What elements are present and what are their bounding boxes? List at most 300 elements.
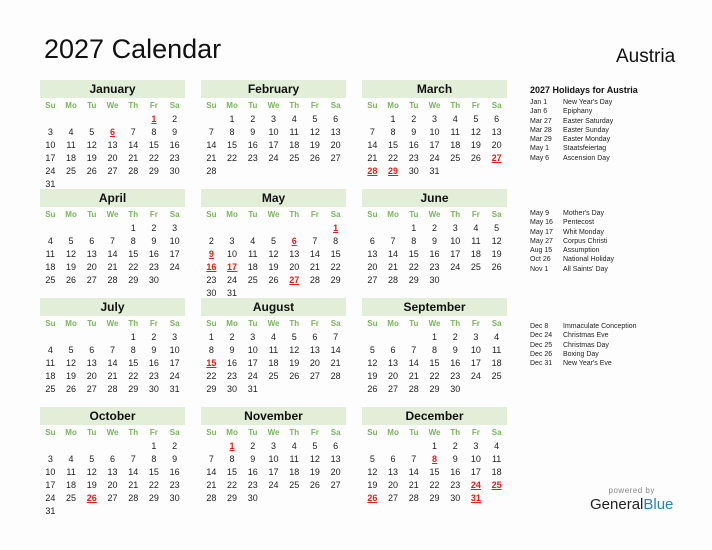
holiday-item bbox=[530, 331, 637, 340]
holiday-item bbox=[530, 265, 614, 274]
weekday-label: Su bbox=[367, 319, 378, 328]
holiday-name: Assumption bbox=[563, 247, 600, 255]
day-cell: 19 bbox=[86, 153, 97, 163]
month-february bbox=[201, 80, 346, 178]
day-cell: 25 bbox=[470, 262, 481, 272]
day-cell: 16 bbox=[148, 249, 159, 259]
day-cell: 28 bbox=[206, 493, 217, 503]
day-cell: 22 bbox=[408, 262, 419, 272]
day-cell: 28 bbox=[107, 275, 118, 285]
day-cell: 18 bbox=[45, 262, 56, 272]
holiday-item bbox=[530, 126, 613, 135]
weekday-label: Sa bbox=[491, 101, 502, 110]
day-cell: 7 bbox=[333, 332, 339, 342]
day-cell: 3 bbox=[431, 114, 437, 124]
day-cell: 18 bbox=[289, 140, 300, 150]
day-cell: 22 bbox=[227, 480, 238, 490]
weekday-label: Su bbox=[206, 319, 217, 328]
weekday-label: Fr bbox=[471, 101, 480, 110]
holiday-day-cell: 15 bbox=[206, 358, 217, 368]
day-cell: 16 bbox=[450, 358, 461, 368]
day-cell: 5 bbox=[312, 114, 318, 124]
day-cell: 7 bbox=[369, 127, 375, 137]
empty-cell bbox=[123, 113, 144, 126]
weekday-label: We bbox=[428, 319, 441, 328]
day-cell: 10 bbox=[268, 454, 279, 464]
day-cell: 24 bbox=[268, 480, 279, 490]
weekday-label: We bbox=[106, 428, 119, 437]
month-title: February bbox=[201, 80, 346, 98]
day-grid bbox=[40, 113, 185, 191]
day-cell: 19 bbox=[309, 140, 320, 150]
day-cell: 22 bbox=[388, 153, 399, 163]
day-cell: 4 bbox=[47, 236, 53, 246]
day-cell: 5 bbox=[494, 223, 500, 233]
day-cell: 26 bbox=[66, 275, 77, 285]
day-cell: 23 bbox=[169, 153, 180, 163]
day-grid bbox=[362, 331, 507, 396]
holiday-name: Easter Sunday bbox=[563, 126, 609, 134]
weekday-label: We bbox=[267, 101, 280, 110]
day-cell: 2 bbox=[172, 114, 178, 124]
day-cell: 23 bbox=[169, 480, 180, 490]
day-cell: 5 bbox=[369, 345, 375, 355]
month-title: November bbox=[201, 407, 346, 425]
day-cell: 11 bbox=[471, 236, 481, 246]
weekday-label: Tu bbox=[248, 210, 258, 219]
holiday-date: Nov 1 bbox=[530, 265, 549, 273]
holiday-date: Mar 28 bbox=[530, 126, 552, 134]
day-cell: 22 bbox=[429, 480, 440, 490]
brand-name: GeneralBlue bbox=[590, 496, 674, 513]
holiday-name: Ascension Day bbox=[563, 154, 610, 162]
weekday-label: We bbox=[106, 101, 119, 110]
weekday-label: Tu bbox=[87, 428, 97, 437]
empty-cell bbox=[81, 113, 102, 126]
day-cell: 21 bbox=[388, 262, 399, 272]
day-cell: 27 bbox=[86, 275, 97, 285]
day-cell: 13 bbox=[86, 358, 97, 368]
weekday-label: Sa bbox=[330, 428, 341, 437]
day-cell: 27 bbox=[330, 480, 341, 490]
day-cell: 28 bbox=[330, 371, 341, 381]
day-cell: 15 bbox=[330, 249, 341, 259]
weekday-label: We bbox=[106, 319, 119, 328]
day-cell: 27 bbox=[86, 384, 97, 394]
day-cell: 12 bbox=[367, 358, 378, 368]
day-cell: 28 bbox=[408, 493, 419, 503]
holiday-date: May 1 bbox=[530, 145, 550, 153]
day-cell: 11 bbox=[450, 127, 460, 137]
day-cell: 15 bbox=[128, 249, 139, 259]
day-cell: 25 bbox=[66, 493, 77, 503]
day-cell: 12 bbox=[491, 236, 502, 246]
month-october bbox=[40, 407, 185, 518]
day-cell: 12 bbox=[367, 467, 378, 477]
holiday-item bbox=[530, 107, 613, 116]
weekday-label: Th bbox=[289, 428, 300, 437]
day-cell: 30 bbox=[429, 275, 440, 285]
generalblue-logo[interactable] bbox=[590, 486, 673, 513]
day-cell: 1 bbox=[229, 114, 235, 124]
day-cell: 2 bbox=[452, 441, 458, 451]
day-cell: 28 bbox=[206, 166, 217, 176]
day-cell: 20 bbox=[367, 262, 378, 272]
holiday-day-cell: 6 bbox=[109, 127, 115, 137]
weekday-label: We bbox=[267, 428, 280, 437]
day-cell: 22 bbox=[128, 371, 139, 381]
month-may bbox=[201, 189, 346, 300]
holiday-day-cell: 1 bbox=[151, 114, 157, 124]
holiday-list-group-3 bbox=[530, 322, 637, 368]
weekday-label: Mo bbox=[387, 428, 399, 437]
day-grid bbox=[362, 113, 507, 178]
day-cell: 21 bbox=[408, 371, 419, 381]
day-cell: 26 bbox=[86, 166, 97, 176]
holiday-name: Whit Monday bbox=[563, 228, 604, 236]
day-cell: 18 bbox=[289, 467, 300, 477]
weekday-label: Mo bbox=[387, 101, 399, 110]
day-cell: 3 bbox=[473, 441, 479, 451]
day-cell: 3 bbox=[47, 454, 53, 464]
day-cell: 25 bbox=[289, 480, 300, 490]
day-cell: 14 bbox=[367, 140, 378, 150]
day-cell: 29 bbox=[408, 275, 419, 285]
day-cell: 17 bbox=[268, 140, 279, 150]
day-cell: 21 bbox=[408, 480, 419, 490]
day-cell: 15 bbox=[148, 140, 159, 150]
day-cell: 19 bbox=[367, 371, 378, 381]
day-cell: 18 bbox=[247, 262, 258, 272]
day-cell: 9 bbox=[229, 345, 235, 355]
day-cell: 7 bbox=[109, 345, 115, 355]
day-cell: 3 bbox=[270, 114, 276, 124]
day-cell: 21 bbox=[206, 480, 217, 490]
weekday-label: Mo bbox=[226, 319, 238, 328]
day-cell: 6 bbox=[494, 114, 500, 124]
day-cell: 14 bbox=[128, 140, 139, 150]
holiday-item bbox=[530, 350, 637, 359]
holiday-date: Dec 31 bbox=[530, 360, 553, 368]
weekday-label: Sa bbox=[491, 428, 502, 437]
empty-cell bbox=[61, 440, 82, 453]
day-cell: 17 bbox=[247, 358, 258, 368]
weekday-label: Tu bbox=[248, 319, 258, 328]
day-cell: 1 bbox=[208, 332, 214, 342]
holiday-date: May 6 bbox=[530, 154, 550, 162]
day-cell: 11 bbox=[248, 249, 258, 259]
month-september bbox=[362, 298, 507, 396]
day-cell: 27 bbox=[309, 371, 320, 381]
day-cell: 8 bbox=[151, 127, 157, 137]
holiday-item bbox=[530, 117, 613, 126]
weekday-label: Fr bbox=[310, 428, 319, 437]
day-grid bbox=[201, 113, 346, 178]
month-november bbox=[201, 407, 346, 505]
day-cell: 26 bbox=[491, 262, 502, 272]
day-cell: 8 bbox=[333, 236, 339, 246]
day-cell: 18 bbox=[450, 140, 461, 150]
empty-cell bbox=[102, 222, 123, 235]
weekday-label: We bbox=[106, 210, 119, 219]
day-cell: 1 bbox=[431, 332, 437, 342]
empty-cell bbox=[362, 222, 383, 235]
weekday-label: Tu bbox=[409, 210, 419, 219]
day-cell: 16 bbox=[429, 249, 440, 259]
day-cell: 2 bbox=[411, 114, 417, 124]
day-cell: 23 bbox=[247, 480, 258, 490]
holiday-day-cell: 28 bbox=[367, 166, 378, 176]
day-cell: 9 bbox=[431, 236, 437, 246]
weekday-label: Mo bbox=[226, 101, 238, 110]
day-cell: 30 bbox=[148, 275, 159, 285]
holiday-day-cell: 24 bbox=[470, 480, 481, 490]
day-cell: 19 bbox=[289, 358, 300, 368]
empty-cell bbox=[263, 222, 284, 235]
empty-cell bbox=[81, 440, 102, 453]
month-august bbox=[201, 298, 346, 396]
day-grid bbox=[201, 440, 346, 505]
month-december bbox=[362, 407, 507, 505]
day-cell: 23 bbox=[148, 371, 159, 381]
day-cell: 30 bbox=[227, 384, 238, 394]
weekday-label: Fr bbox=[149, 210, 158, 219]
day-cell: 15 bbox=[227, 467, 238, 477]
day-cell: 29 bbox=[206, 384, 217, 394]
weekday-label: Su bbox=[367, 210, 378, 219]
holiday-day-cell: 1 bbox=[229, 441, 235, 451]
day-cell: 29 bbox=[330, 275, 341, 285]
day-cell: 30 bbox=[408, 166, 419, 176]
day-cell: 28 bbox=[107, 384, 118, 394]
weekday-label: Th bbox=[128, 101, 139, 110]
holiday-day-cell: 1 bbox=[333, 223, 339, 233]
day-cell: 29 bbox=[128, 384, 139, 394]
day-cell: 11 bbox=[491, 454, 502, 464]
day-cell: 14 bbox=[330, 345, 341, 355]
day-cell: 30 bbox=[450, 384, 461, 394]
day-cell: 22 bbox=[206, 371, 217, 381]
day-cell: 24 bbox=[247, 371, 258, 381]
weekday-label: We bbox=[428, 428, 441, 437]
holiday-name: All Saints' Day bbox=[563, 265, 608, 273]
month-title: May bbox=[201, 189, 346, 207]
day-grid bbox=[201, 222, 346, 300]
weekday-label: Su bbox=[45, 428, 56, 437]
weekday-label: Tu bbox=[87, 210, 97, 219]
day-cell: 10 bbox=[169, 236, 180, 246]
day-cell: 6 bbox=[369, 236, 375, 246]
weekday-header bbox=[201, 425, 346, 440]
day-cell: 12 bbox=[309, 127, 320, 137]
day-cell: 13 bbox=[289, 249, 300, 259]
day-cell: 20 bbox=[289, 262, 300, 272]
empty-cell bbox=[201, 113, 222, 126]
weekday-label: Su bbox=[206, 101, 217, 110]
day-cell: 21 bbox=[128, 480, 139, 490]
day-cell: 13 bbox=[86, 249, 97, 259]
holiday-name: Easter Monday bbox=[563, 136, 611, 144]
day-grid bbox=[201, 331, 346, 396]
country-label: Austria bbox=[616, 46, 676, 67]
day-cell: 31 bbox=[227, 288, 238, 298]
day-cell: 26 bbox=[66, 384, 77, 394]
day-cell: 18 bbox=[45, 371, 56, 381]
day-cell: 15 bbox=[429, 467, 440, 477]
empty-cell bbox=[403, 331, 424, 344]
day-cell: 27 bbox=[367, 275, 378, 285]
day-cell: 5 bbox=[312, 441, 318, 451]
day-cell: 4 bbox=[250, 236, 256, 246]
day-cell: 19 bbox=[268, 262, 279, 272]
day-cell: 1 bbox=[130, 223, 136, 233]
day-cell: 5 bbox=[89, 454, 95, 464]
weekday-header bbox=[40, 425, 185, 440]
day-cell: 14 bbox=[206, 140, 217, 150]
weekday-label: Tu bbox=[409, 101, 419, 110]
day-cell: 5 bbox=[369, 454, 375, 464]
day-cell: 10 bbox=[247, 345, 258, 355]
weekday-label: Su bbox=[206, 428, 217, 437]
day-cell: 6 bbox=[89, 345, 95, 355]
day-cell: 12 bbox=[268, 249, 279, 259]
day-cell: 1 bbox=[130, 332, 136, 342]
month-title: July bbox=[40, 298, 185, 316]
holiday-date: Dec 26 bbox=[530, 350, 553, 358]
day-cell: 2 bbox=[151, 332, 157, 342]
holiday-date: Jan 6 bbox=[530, 108, 548, 116]
holiday-date: May 16 bbox=[530, 219, 553, 227]
day-cell: 12 bbox=[86, 140, 97, 150]
day-cell: 16 bbox=[247, 140, 258, 150]
day-cell: 23 bbox=[450, 480, 461, 490]
day-cell: 21 bbox=[206, 153, 217, 163]
day-cell: 3 bbox=[47, 127, 53, 137]
day-cell: 15 bbox=[227, 140, 238, 150]
holiday-day-cell: 31 bbox=[470, 493, 481, 503]
day-cell: 20 bbox=[86, 262, 97, 272]
day-cell: 28 bbox=[388, 275, 399, 285]
empty-cell bbox=[284, 222, 305, 235]
weekday-header bbox=[40, 316, 185, 331]
day-cell: 20 bbox=[86, 371, 97, 381]
day-cell: 20 bbox=[309, 358, 320, 368]
day-cell: 23 bbox=[408, 153, 419, 163]
weekday-label: Fr bbox=[149, 101, 158, 110]
day-cell: 6 bbox=[333, 441, 339, 451]
weekday-label: Tu bbox=[248, 428, 258, 437]
day-cell: 14 bbox=[388, 249, 399, 259]
empty-cell bbox=[242, 222, 263, 235]
day-cell: 2 bbox=[250, 114, 256, 124]
month-april bbox=[40, 189, 185, 287]
powered-by-text: powered by bbox=[608, 486, 655, 495]
weekday-label: Mo bbox=[65, 428, 77, 437]
day-cell: 13 bbox=[107, 140, 118, 150]
weekday-label: Su bbox=[206, 210, 217, 219]
empty-cell bbox=[383, 222, 404, 235]
empty-cell bbox=[102, 331, 123, 344]
day-cell: 18 bbox=[491, 467, 502, 477]
weekday-label: Mo bbox=[387, 210, 399, 219]
day-cell: 16 bbox=[169, 140, 180, 150]
day-cell: 26 bbox=[367, 384, 378, 394]
holiday-date: May 9 bbox=[530, 210, 550, 217]
month-title: September bbox=[362, 298, 507, 316]
day-cell: 3 bbox=[229, 236, 235, 246]
day-cell: 5 bbox=[291, 332, 297, 342]
day-cell: 2 bbox=[172, 441, 178, 451]
day-cell: 11 bbox=[289, 454, 299, 464]
day-cell: 7 bbox=[208, 127, 214, 137]
day-cell: 5 bbox=[68, 236, 74, 246]
day-cell: 17 bbox=[268, 467, 279, 477]
month-title: October bbox=[40, 407, 185, 425]
day-cell: 25 bbox=[45, 384, 56, 394]
day-cell: 27 bbox=[388, 493, 399, 503]
holiday-day-cell: 27 bbox=[491, 153, 502, 163]
day-cell: 6 bbox=[390, 454, 396, 464]
day-cell: 20 bbox=[388, 371, 399, 381]
weekday-label: We bbox=[267, 210, 280, 219]
weekday-label: Sa bbox=[169, 210, 180, 219]
empty-cell bbox=[201, 440, 222, 453]
day-cell: 10 bbox=[268, 127, 279, 137]
day-cell: 9 bbox=[250, 127, 256, 137]
day-cell: 14 bbox=[107, 249, 118, 259]
day-cell: 3 bbox=[172, 223, 178, 233]
holiday-name: Immaculate Conception bbox=[563, 323, 637, 330]
day-cell: 4 bbox=[47, 345, 53, 355]
day-cell: 3 bbox=[473, 332, 479, 342]
day-cell: 11 bbox=[268, 345, 279, 355]
day-cell: 15 bbox=[429, 358, 440, 368]
day-grid bbox=[362, 440, 507, 505]
empty-cell bbox=[40, 113, 61, 126]
weekday-label: Sa bbox=[330, 210, 341, 219]
weekday-label: Th bbox=[128, 428, 139, 437]
empty-cell bbox=[40, 331, 61, 344]
weekday-label: Su bbox=[45, 101, 56, 110]
day-cell: 8 bbox=[390, 127, 396, 137]
holiday-item bbox=[530, 341, 637, 350]
day-cell: 14 bbox=[107, 358, 118, 368]
holiday-item bbox=[530, 135, 613, 144]
empty-cell bbox=[305, 222, 326, 235]
weekday-label: Fr bbox=[310, 319, 319, 328]
day-cell: 29 bbox=[227, 493, 238, 503]
weekday-label: Mo bbox=[65, 101, 77, 110]
day-cell: 4 bbox=[494, 332, 500, 342]
day-cell: 24 bbox=[429, 153, 440, 163]
day-cell: 11 bbox=[45, 358, 56, 368]
day-cell: 28 bbox=[128, 166, 139, 176]
day-cell: 22 bbox=[429, 371, 440, 381]
day-cell: 24 bbox=[268, 153, 279, 163]
day-cell: 2 bbox=[208, 236, 214, 246]
day-cell: 11 bbox=[66, 140, 76, 150]
day-cell: 24 bbox=[227, 275, 238, 285]
day-cell: 25 bbox=[491, 371, 502, 381]
holiday-item bbox=[530, 255, 614, 264]
holiday-name: Christmas Day bbox=[563, 341, 609, 349]
weekday-label: Fr bbox=[310, 101, 319, 110]
day-cell: 4 bbox=[68, 127, 74, 137]
day-cell: 6 bbox=[109, 454, 115, 464]
holiday-name: New Year's Eve bbox=[563, 360, 612, 368]
empty-cell bbox=[362, 113, 383, 126]
day-cell: 16 bbox=[408, 140, 419, 150]
